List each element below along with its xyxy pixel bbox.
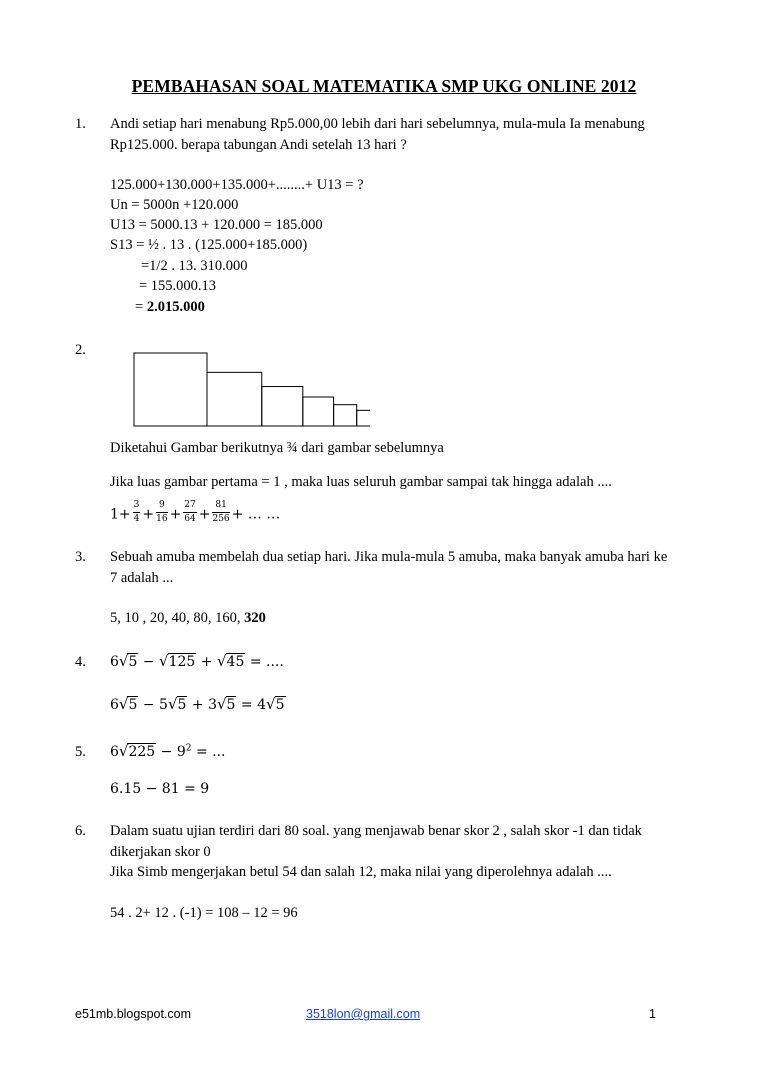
sqrt-5: √5 [118, 652, 138, 670]
sqrt-125: √125 [159, 652, 196, 670]
answer-sqrt-3: √5 [216, 695, 236, 713]
sqrt-125-arg: 125 [168, 654, 196, 670]
fraction-2 [156, 501, 167, 524]
fraction-3-num: 27 [183, 501, 196, 513]
plus-1: + [142, 506, 155, 523]
plus-2: + [169, 506, 182, 523]
q4-answer [110, 695, 286, 713]
answer-sqrt-4-arg: 5 [275, 697, 285, 713]
fraction-4 [212, 501, 229, 524]
series-start: 1+ [110, 506, 131, 523]
square-6 [357, 410, 370, 426]
fraction-3-den: 64 [184, 514, 196, 524]
sqrt-45: √45 [216, 652, 245, 670]
q5-expression [110, 742, 225, 760]
q3-number: 3. [75, 549, 86, 565]
footer-email-link[interactable]: 3518lon@gmail.com [306, 1007, 421, 1021]
q1-text-line2: Rp125.000. berapa tabungan Andi setelah 13 hari ? [110, 137, 407, 153]
q4-number: 4. [75, 654, 86, 670]
q2-number: 2. [75, 342, 86, 358]
fraction-2-den: 16 [156, 514, 168, 524]
q4-end: = .... [245, 654, 284, 670]
squares-group [134, 353, 370, 426]
square-1 [134, 353, 207, 426]
q4-answer-eq: = 4 [236, 697, 267, 713]
q1-step7 [135, 299, 205, 316]
q3-text-line1: Sebuah amuba membelah dua setiap hari. Jika mula-mula 5 amuba, maka banyak amuba hari ke [110, 549, 668, 565]
q6-number: 6. [75, 823, 86, 839]
q1-step5: =1/2 . 13. 310.000 [141, 258, 248, 274]
sqrt-225: √225 [118, 742, 156, 760]
sqrt-45-arg: 45 [226, 654, 245, 670]
q4-op1: − [138, 654, 160, 670]
page-title: PEMBAHASAN SOAL MATEMATIKA SMP UKG ONLINE 2012 [131, 76, 637, 96]
square-3 [262, 387, 303, 426]
q1-step4: S13 = ½ . 13 . (125.000+185.000) [110, 237, 308, 253]
series-end: + … … [231, 506, 281, 523]
q6-text-line1: Dalam suatu ujian terdiri dari 80 soal. yang menjawab benar skor 2 , salah skor -1 dan tidak [110, 823, 642, 839]
q6-text-line3: Jika Simb mengerjakan betul 54 dan salah 12, maka nilai yang diperolehnya adalah .... [110, 864, 612, 880]
answer-sqrt-2: √5 [167, 695, 187, 713]
q3-answer-line [110, 610, 266, 627]
q5-answer: 6.15 − 81 = 9 [110, 781, 210, 797]
q2-series [110, 500, 281, 526]
q6-text-line2: dikerjakan skor 0 [110, 844, 211, 860]
q1-step1: 125.000+130.000+135.000+........+ U13 = ? [110, 177, 364, 193]
q4-answer-op1: − 5 [138, 697, 168, 713]
answer-sqrt-1: √5 [118, 695, 138, 713]
fraction-1-num: 3 [133, 501, 141, 513]
square-5 [334, 405, 357, 426]
q3-sequence: 5, 10 , 20, 40, 80, 160, [110, 610, 245, 626]
q1-answer: 2.015.000 [146, 299, 205, 315]
q5-number: 5. [75, 744, 86, 760]
answer-sqrt-2-arg: 5 [177, 697, 187, 713]
fraction-3 [183, 501, 196, 524]
q1-step7-prefix: = [135, 299, 147, 315]
q6-answer: 54 . 2+ 12 . (-1) = 108 – 12 = 96 [110, 905, 298, 921]
q1-step2: Un = 5000n +120.000 [110, 197, 239, 213]
q1-text-line1: Andi setiap hari menabung Rp5.000,00 lebih dari hari sebelumnya, mula-mula Ia menabung [110, 116, 645, 132]
q4-expression [110, 652, 284, 670]
q4-answer-coef: 6 [110, 697, 119, 713]
plus-3: + [198, 506, 211, 523]
q5-op: − 9 [156, 744, 186, 760]
q3-text-line2: 7 adalah ... [110, 570, 174, 586]
q5-coef: 6 [110, 744, 119, 760]
answer-sqrt-1-arg: 5 [128, 697, 138, 713]
footer-page-number: 1 [649, 1007, 656, 1021]
fraction-4-den: 256 [212, 514, 230, 524]
sqrt-5-arg: 5 [128, 654, 138, 670]
q1-step6: = 155.000.13 [139, 278, 217, 294]
squares-figure [130, 350, 370, 430]
q2-text-line2: Jika luas gambar pertama = 1 , maka luas seluruh gambar sampai tak hingga adalah .... [110, 474, 612, 490]
q3-answer: 320 [244, 610, 266, 626]
q2-text-line1: Diketahui Gambar berikutnya ¾ dari gambar sebelumnya [110, 440, 444, 456]
q4-answer-op2: + 3 [187, 697, 217, 713]
sqrt-225-arg: 225 [128, 744, 156, 760]
q5-end: = ... [191, 744, 226, 760]
q1-step3: U13 = 5000.13 + 120.000 = 185.000 [110, 217, 323, 233]
fraction-1-den: 4 [133, 514, 140, 524]
answer-sqrt-3-arg: 5 [226, 697, 236, 713]
fraction-2-num: 9 [156, 501, 167, 513]
q4-coef: 6 [110, 654, 119, 670]
square-4 [303, 397, 334, 426]
square-2 [207, 372, 262, 426]
fraction-1 [133, 501, 141, 524]
footer-blog: e51mb.blogspot.com [75, 1007, 192, 1021]
fraction-4-num: 81 [212, 501, 229, 513]
q1-number: 1. [75, 116, 86, 132]
q4-op2: + [196, 654, 217, 670]
q5-exponent: 2 [185, 743, 192, 754]
answer-sqrt-4: √5 [266, 695, 285, 713]
